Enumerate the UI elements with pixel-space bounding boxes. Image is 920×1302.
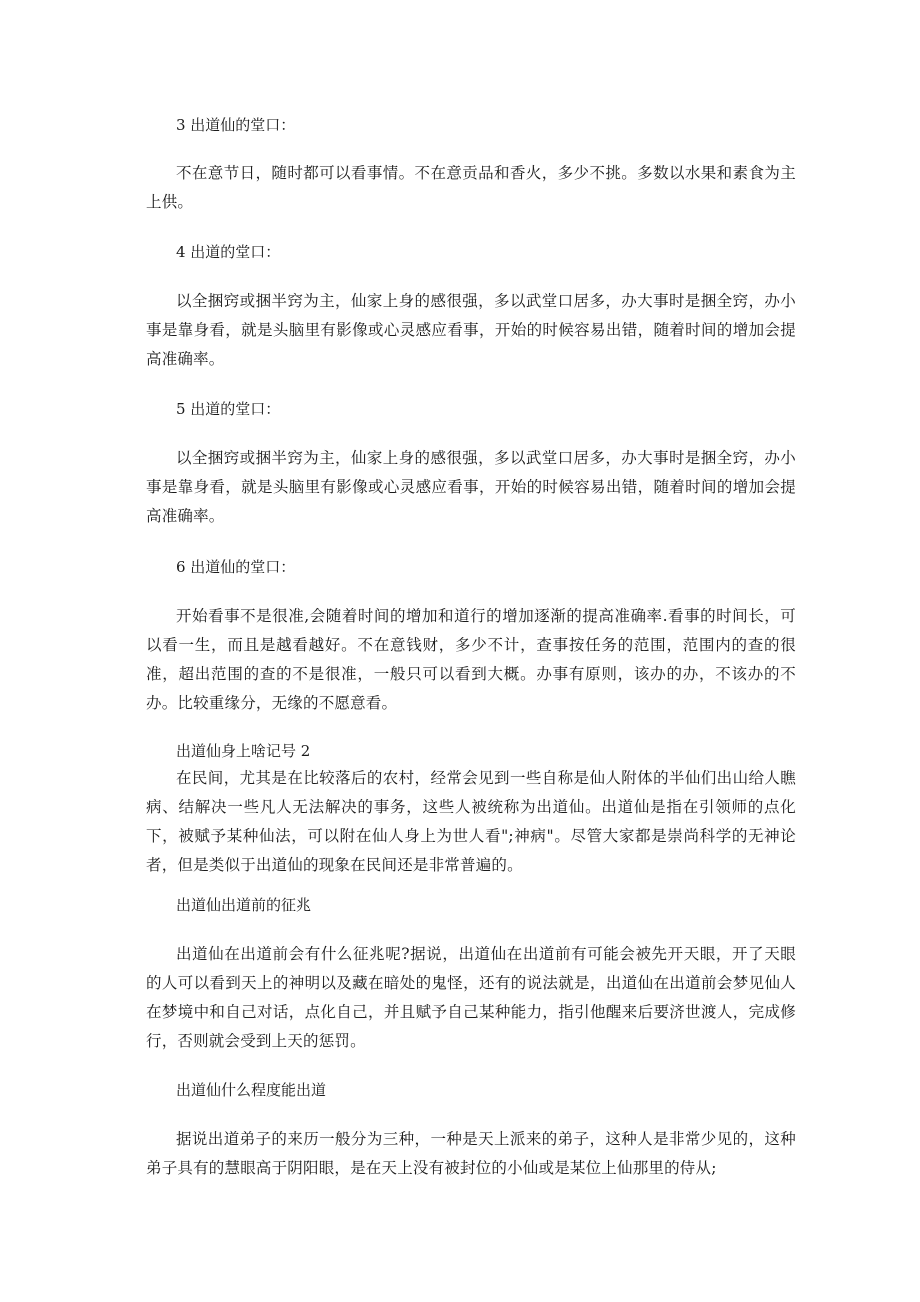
section-heading-6: 6 出道仙的堂口： (176, 558, 296, 576)
section-body-6: 开始看事不是很准,会随着时间的增加和道行的增加逐渐的提高准确率.看事的时间长，可以看一生，而且是越看越好。不在意钱财，多少不计，查事按任务的范围，范围内的查的很准，超出范围的查的不是很准，一般只可以看到大概。办事有原则，该办的办，不该办的不办。比较重缘分，无缘的不愿意看。 (146, 607, 796, 712)
section-body-omens: 出道仙在出道前会有什么征兆呢?据说，出道仙在出道前有可能会被先开天眼，开了天眼的人可以看到天上的神明以及藏在暗处的鬼怪，还有的说法就是，出道仙在出道前会梦见仙人在梦境中和自己对话，点化自己，并且赋予自己某种能力，指引他醒来后要济世渡人，完成修行，否则就会受到上天的惩罚。 (146, 945, 796, 1050)
section-heading-degree: 出道仙什么程度能出道 (176, 1081, 327, 1099)
section-body-degree: 据说出道弟子的来历一般分为三种，一种是天上派来的弟子，这种人是非常少见的，这种弟子具有的慧眼高于阴阳眼，是在天上没有被封位的小仙或是某位上仙那里的侍从; (146, 1130, 796, 1177)
section-body-5: 以全捆窍或捆半窍为主，仙家上身的感很强，多以武堂口居多，办大事时是捆全窍，办小事是靠身看，就是头脑里有影像或心灵感应看事，开始的时候容易出错，随着时间的增加会提高准确率。 (146, 449, 796, 525)
section-body-3: 不在意节日，随时都可以看事情。不在意贡品和香火，多少不挑。多数以水果和素食为主上供。 (146, 164, 796, 211)
section-heading-4: 4 出道的堂口： (176, 243, 281, 261)
section-heading-3: 3 出道仙的堂口： (176, 116, 296, 134)
section-heading-5: 5 出道的堂口： (176, 400, 281, 418)
section-heading-marks: 出道仙身上啥记号 2 (176, 742, 311, 760)
section-body-4: 以全捆窍或捆半窍为主，仙家上身的感很强，多以武堂口居多，办大事时是捆全窍，办小事是靠身看，就是头脑里有影像或心灵感应看事，开始的时候容易出错，随着时间的增加会提高准确率。 (146, 292, 796, 368)
section-heading-omens: 出道仙出道前的征兆 (176, 896, 312, 914)
section-body-marks: 在民间，尤其是在比较落后的农村，经常会见到一些自称是仙人附体的半仙们出山给人瞧病、结解决一些凡人无法解决的事务，这些人被统称为出道仙。出道仙是指在引领师的点化下，被赋予某种仙法，可以附在仙人身上为世人看";神病"。尽管大家都是崇尚科学的无神论者，但是类似于出道仙的现象在民间还是非常普遍的。 (146, 769, 796, 874)
